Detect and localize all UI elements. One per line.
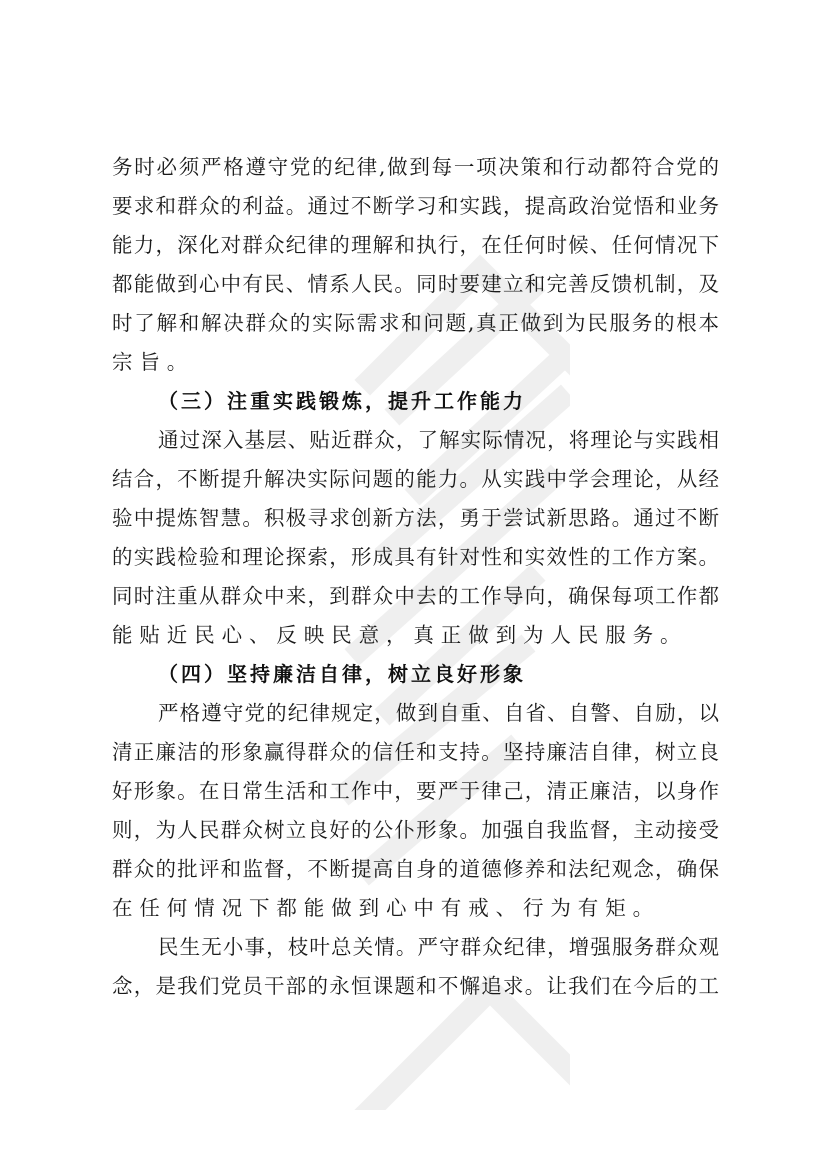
body-line: 的实践检验和理论探索，形成具有针对性和实效性的工作方案。 — [112, 545, 719, 569]
body-line: 时了解和解决群众的实际需求和问题,真正做到为民服务的根本 — [112, 311, 719, 335]
body-line: 宗旨。 — [112, 350, 195, 374]
body-line: 都能做到心中有民、情系人民。同时要建立和完善反馈机制，及 — [112, 272, 719, 296]
body-line: 务时必须严格遵守党的纪律,做到每一项决策和行动都符合党的 — [112, 155, 719, 179]
body-line: 群众的批评和监督，不断提高自身的道德修养和法纪观念，确保 — [112, 857, 719, 881]
body-line: 要求和群众的利益。通过不断学习和实践，提高政治觉悟和业务 — [112, 194, 719, 218]
body-line: 在任何情况下都能做到心中有戒、行为有矩。 — [112, 896, 660, 920]
body-line: 民生无小事，枝叶总关情。严守群众纪律，增强服务群众观 — [158, 935, 719, 959]
body-line: 好形象。在日常生活和工作中，要严于律己，清正廉洁，以身作 — [112, 779, 719, 803]
section-heading-4: （四）坚持廉洁自律，树立良好形象 — [158, 662, 526, 686]
body-line: 能贴近民心、反映民意，真正做到为人民服务。 — [112, 623, 688, 647]
body-line: 能力，深化对群众纪律的理解和执行，在任何时候、任何情况下 — [112, 233, 719, 257]
body-line: 则，为人民群众树立良好的公仆形象。加强自我监督，主动接受 — [112, 818, 719, 842]
body-line: 同时注重从群众中来，到群众中去的工作导向，确保每项工作都 — [112, 584, 719, 608]
body-line: 验中提炼智慧。积极寻求创新方法，勇于尝试新思路。通过不断 — [112, 506, 719, 530]
body-line: 通过深入基层、贴近群众，了解实际情况，将理论与实践相 — [158, 428, 719, 452]
body-line: 清正廉洁的形象赢得群众的信任和支持。坚持廉洁自律，树立良 — [112, 740, 719, 764]
body-line: 结合，不断提升解决实际问题的能力。从实践中学会理论，从经 — [112, 467, 719, 491]
body-line: 严格遵守党的纪律规定，做到自重、自省、自警、自励，以 — [158, 701, 719, 725]
section-heading-3: （三）注重实践锻炼，提升工作能力 — [158, 389, 526, 413]
body-line: 念，是我们党员干部的永恒课题和不懈追求。让我们在今后的工 — [112, 974, 719, 998]
